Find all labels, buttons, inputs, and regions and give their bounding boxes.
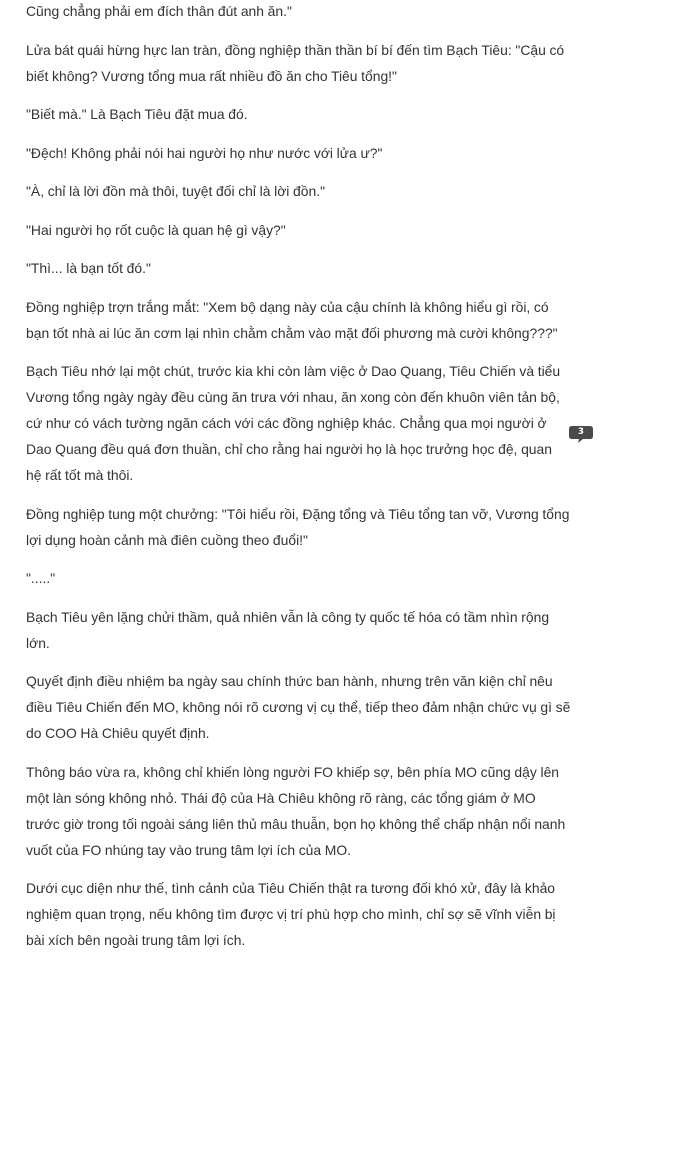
paragraph: "Biết mà." Là Bạch Tiêu đặt mua đó. (26, 106, 248, 122)
paragraph: Thông báo vừa ra, không chỉ khiến lòng người FO khiếp sợ, bên phía MO cũng dậy lên một làn sóng không nhỏ. Thái độ của Hà Chiêu không rõ ràng, các tổng giám ở MO trước giờ trong tối ngoài sáng liên thủ mâu thuẫn, bọn họ không thể chấp nhận nổi nanh vuốt của FO nhúng tay vào trung tâm lợi ích của MO. (26, 763, 566, 858)
paragraph: Đồng nghiệp tung một chưởng: "Tôi hiểu rồi, Đặng tổng và Tiêu tổng tan vỡ, Vương tổng lợi dụng hoàn cảnh mà điên cuồng theo đuổi!" (26, 505, 570, 548)
paragraph: Cũng chẳng phải em đích thân đút anh ăn." (26, 3, 292, 19)
inline-comment-button[interactable] (569, 426, 593, 443)
paragraph: Quyết định điều nhiệm ba ngày sau chính thức ban hành, nhưng trên văn kiện chỉ nêu điều Tiêu Chiến đến MO, không nói rõ cương vị cụ thể, tiếp theo đảm nhận chức vụ gì sẽ do COO Hà Chiêu quyết định. (26, 673, 571, 741)
paragraph: Bạch Tiêu yên lặng chửi thầm, quả nhiên vẫn là công ty quốc tế hóa có tầm nhìn rộng lớn. (26, 608, 550, 651)
paragraph: "Hai người họ rốt cuộc là quan hệ gì vậy?" (26, 221, 286, 238)
paragraph: Lửa bát quái hừng hực lan tràn, đồng nghiệp thần thần bí bí đến tìm Bạch Tiêu: "Cậu có biết không? Vương tổng mua rất nhiều đồ ăn cho Tiêu tổng!" (26, 41, 565, 84)
chapter-text (26, 0, 571, 966)
paragraph: "....." (26, 570, 56, 586)
paragraph: Đồng nghiệp trợn trắng mắt: "Xem bộ dạng này của cậu chính là không hiểu gì rồi, có bạn tốt nhà ai lúc ăn cơm lại nhìn chằm chằm vào mặt đối phương mà cười không???" (26, 298, 558, 341)
paragraph: Dưới cục diện như thế, tình cảnh của Tiêu Chiến thật ra tương đối khó xử, đây là khảo nghiệm quan trọng, nếu không tìm được vị trí phù hợp cho mình, chỉ sợ sẽ vĩnh viễn bị bài xích bên ngoài trung tâm lợi ích. (26, 880, 556, 948)
paragraph: "Đệch! Không phải nói hai người họ như nước với lửa ư?" (26, 144, 383, 161)
paragraph: "Thì... là bạn tốt đó." (26, 260, 151, 276)
comment-count: 3 (578, 427, 584, 437)
paragraph: "À, chỉ là lời đồn mà thôi, tuyệt đối chỉ là lời đồn." (26, 183, 326, 199)
paragraph: Bạch Tiêu nhớ lại một chút, trước kia khi còn làm việc ở Dao Quang, Tiêu Chiến và tiểu Vương tổng ngày ngày đều cùng ăn trưa với nhau, ăn xong còn đến khuôn viên tản bộ, cứ như có vách tường ngăn cách với các đồng nghiệp khác. Chẳng qua mọi người ở Dao Quang đều quá đơn thuần, chỉ cho rằng hai người họ là học trưởng học đệ, quan hệ rất tốt mà thôi. (26, 363, 561, 483)
